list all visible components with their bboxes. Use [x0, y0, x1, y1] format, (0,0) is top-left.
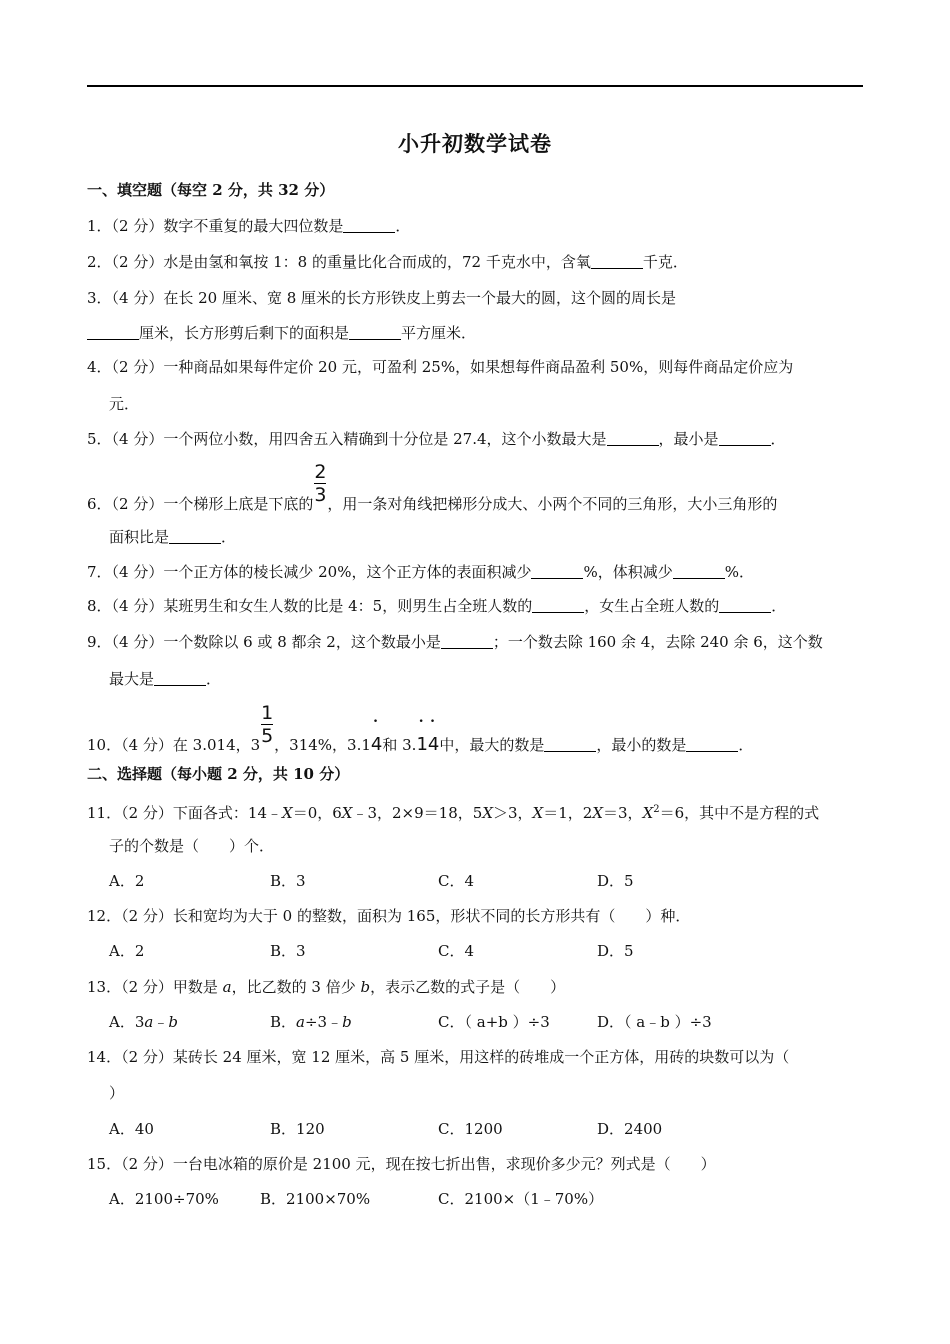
- q14-option-b[interactable]: B．120: [270, 1120, 325, 1138]
- q14-option-c[interactable]: C．1200: [438, 1120, 503, 1138]
- q13-option-c[interactable]: C．（ a+b ）÷3: [438, 1013, 550, 1031]
- answer-blank[interactable]: [441, 634, 493, 649]
- question-6: 6．（2 分）一个梯形上底是下底的 $\frac{2}{3}$ ，用一条对角线把梯形分成大、小两个不同的三角形，大小三角形的: [87, 461, 778, 513]
- question-14: 14．（2 分）某砖长 24 厘米，宽 12 厘米，高 5 厘米，用这样的砖堆成一个正方体，用砖的块数可以为（: [87, 1048, 790, 1066]
- question-2: 2．（2 分）水是由氢和氧按 1：8 的重量比化合而成的，72 千克水中，含氧 千克．: [87, 253, 688, 271]
- fraction-two-thirds: $\frac{2}{3}$: [314, 461, 327, 506]
- q11-option-b[interactable]: B．3: [270, 872, 306, 890]
- question-7: 7．（4 分）一个正方体的棱长减少 20%，这个正方体的表面积减少 %，体积减少 %．: [87, 563, 754, 581]
- q11-option-a[interactable]: A．2: [109, 872, 145, 890]
- question-14-cont: ）: [109, 1084, 125, 1102]
- question-3: 3．（4 分）在长 20 厘米、宽 8 厘米的长方形铁皮上剪去一个最大的圆，这个圆的周长是: [87, 289, 677, 307]
- question-11: 11．（2 分）下面各式：14﹣X＝0，6X﹣3，2×9＝18，5X＞3，X＝1，2X＝3，$X^2=6$，其中不是方程的式: [87, 804, 820, 822]
- q13-option-a[interactable]: A．3a﹣b: [109, 1013, 178, 1031]
- q11-option-c[interactable]: C．4: [438, 872, 475, 890]
- answer-blank[interactable]: [673, 564, 725, 579]
- question-3-cont: 厘米，长方形剪后剩下的面积是 平方厘米．: [87, 323, 476, 343]
- page-title: 小升初数学试卷: [398, 131, 552, 156]
- question-6-cont: 面积比是 ．: [109, 528, 237, 546]
- question-4: 4．（2 分）一种商品如果每件定价 20 元，可盈利 25%，如果想每件商品盈利 50%，则每件商品定价应为: [87, 358, 794, 376]
- question-1: 1．（2 分）数字不重复的最大四位数是 ．: [87, 217, 411, 235]
- question-11-cont: 子的个数是（ ）个．: [109, 837, 275, 855]
- repeating-digit: • 4: [428, 734, 439, 755]
- answer-blank[interactable]: [349, 325, 401, 340]
- answer-blank[interactable]: [686, 737, 738, 752]
- answer-blank[interactable]: [87, 325, 139, 340]
- answer-blank[interactable]: [544, 737, 596, 752]
- question-9: 9．（4 分）一个数除以 6 或 8 都余 2，这个数最小是 ；一个数去除 160 余 4，去除 240 余 6，这个数: [87, 633, 823, 651]
- answer-blank[interactable]: [532, 598, 584, 613]
- fraction-one-fifth: $\frac{1}{5}$: [261, 702, 274, 747]
- section-choice-heading: 二、选择题（每小题 2 分，共 10 分）: [87, 765, 350, 783]
- question-12: 12．（2 分）长和宽均为大于 0 的整数，面积为 165，形状不同的长方形共有（ ）种．: [87, 907, 691, 925]
- q15-option-c[interactable]: C．2100×（1﹣70%）: [438, 1190, 604, 1208]
- answer-blank[interactable]: [719, 598, 771, 613]
- question-9-cont: 最大是 ．: [109, 670, 222, 688]
- question-10: 10．（4 分）在 3.014，3 $\frac{1}{5}$ ，314%，3.1• 4和 3.• 1• 4中，最大的数是 ，最小的数是 ．: [87, 730, 753, 755]
- repeating-digit: • 1: [416, 734, 427, 755]
- q14-option-d[interactable]: D．2400: [597, 1120, 663, 1138]
- q13-option-d[interactable]: D．（ a﹣b ）÷3: [597, 1013, 712, 1031]
- q11-option-d[interactable]: D．5: [597, 872, 634, 890]
- q13-option-b[interactable]: B．a÷3﹣b: [270, 1013, 352, 1031]
- answer-blank[interactable]: [531, 564, 583, 579]
- answer-blank[interactable]: [719, 431, 771, 446]
- answer-blank[interactable]: [343, 218, 395, 233]
- q12-option-b[interactable]: B．3: [270, 942, 306, 960]
- answer-blank[interactable]: [591, 254, 643, 269]
- q12-option-c[interactable]: C．4: [438, 942, 475, 960]
- repeating-digit: • 4: [371, 734, 382, 755]
- question-4-cont: 元．: [109, 395, 140, 413]
- q15-option-a[interactable]: A．2100÷70%: [109, 1190, 219, 1208]
- q12-option-d[interactable]: D．5: [597, 942, 634, 960]
- answer-blank[interactable]: [607, 431, 659, 446]
- question-15: 15．（2 分）一台电冰箱的原价是 2100 元，现在按七折出售，求现价多少元？列式是（ ）: [87, 1155, 716, 1173]
- q15-option-b[interactable]: B．2100×70%: [260, 1190, 371, 1208]
- question-5: 5．（4 分）一个两位小数，用四舍五入精确到十分位是 27.4，这个小数最大是 ，最小是 ．: [87, 430, 786, 448]
- question-8: 8．（4 分）某班男生和女生人数的比是 4：5，则男生占全班人数的 ，女生占全班人数的 ．: [87, 597, 787, 615]
- header-rule: [87, 85, 863, 87]
- answer-blank[interactable]: [169, 529, 221, 544]
- section-fill-heading: 一、填空题（每空 2 分，共 32 分）: [87, 181, 335, 199]
- answer-blank[interactable]: [154, 671, 206, 686]
- question-13: 13．（2 分）甲数是 a，比乙数的 3 倍少 b，表示乙数的式子是（ ）: [87, 978, 566, 996]
- q14-option-a[interactable]: A．40: [109, 1120, 154, 1138]
- q12-option-a[interactable]: A．2: [109, 942, 145, 960]
